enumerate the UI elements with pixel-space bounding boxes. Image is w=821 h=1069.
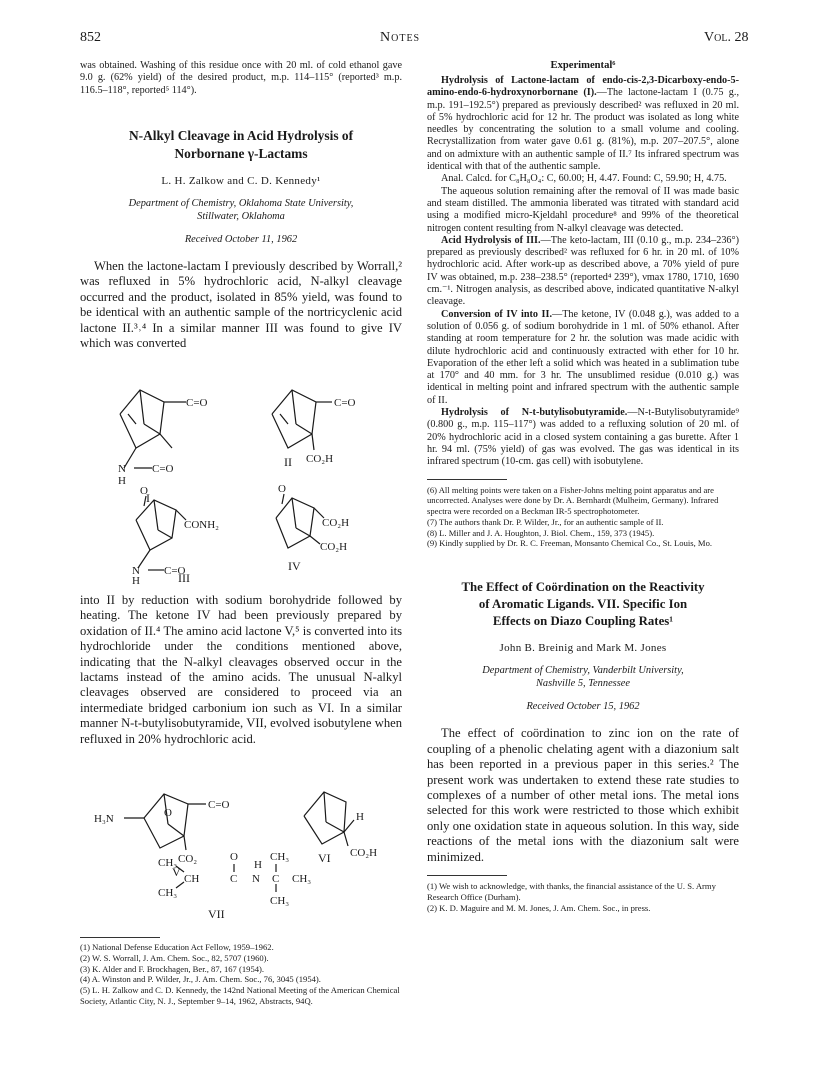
footnote: (1) National Defense Education Act Fellow, 1959–1962. bbox=[80, 942, 274, 952]
experimental-paragraph: Hydrolysis of N-t-butylisobutyramide.—N-t-Butylisobutyramide⁹ (0.800 g., m.p. 115–117°) was added to a refluxing solution of 20 ml. of 20% hydrochloric acid in a closed system containing a gas burette. After 1 hr. 94 ml. (75% yield) of gas was evolved. The gas was identical in its infrared spectrum (10-cm. gas cell) with isobutylene. bbox=[427, 407, 739, 468]
footnote: (4) A. Winston and P. Wilder, Jr., J. Am. Chem. Soc., 76, 3045 (1954). bbox=[80, 974, 321, 985]
footnote: (8) L. Miller and J. A. Houghton, J. Biol. Chem., 159, 373 (1945). bbox=[427, 527, 655, 538]
left-column-continued bbox=[80, 593, 402, 747]
footnote: (2) W. S. Worrall, J. Am. Chem. Soc., 82, 5707 (1960). bbox=[80, 952, 269, 963]
methyl-label: CH₃ bbox=[292, 873, 312, 885]
continuation-text: was obtained. Washing of this residue once with 20 ml. of cold ethanol gave 9.0 g. (62% yield) of the desired product, m.p. 114–115° (reported³ m.p. 116.5–118°, reported⁵ 114°). bbox=[80, 60, 402, 96]
oxygen-label: O bbox=[140, 485, 148, 497]
analysis-line: Anal. Calcd. for C₈H₈O₄: C, 60.00; H, 4.47. Found: C, 59.90; H, 4.75. bbox=[441, 173, 727, 185]
article-title: N-Alkyl Cleavage in Acid Hydrolysis of Norbornane γ-Lactams bbox=[128, 127, 354, 161]
footnote-rule bbox=[427, 875, 507, 876]
article-paragraph: When the lactone-lactam I previously described by Worrall,² was refluxed in 5% hydrochloric acid, N-alkyl cleavage occurred and the product, isolated in 85% yield, was found to be identical with an authentic sample of the nortricyclenic acid lactone II.³˒⁴ In a similar manner III was found to give IV which was converted bbox=[80, 258, 402, 350]
label-V: V bbox=[172, 865, 181, 879]
carbonyl-label: C=O bbox=[186, 397, 208, 409]
label-VII: VII bbox=[208, 907, 225, 921]
methyl-label: CH₃ bbox=[270, 895, 290, 907]
left-footnotes bbox=[80, 942, 402, 1007]
carbonyl-label: C=O bbox=[334, 397, 356, 409]
article-affiliation: Department of Chemistry, Oklahoma State University, Stillwater, Oklahoma bbox=[128, 197, 354, 222]
article-authors: John B. Breinig and Mark M. Jones bbox=[499, 642, 667, 655]
carbon-label: C bbox=[230, 873, 238, 885]
article-affiliation: Department of Chemistry, Vanderbilt University, Nashville 5, Tennessee bbox=[482, 665, 684, 690]
carbon-label: C bbox=[272, 873, 280, 885]
co2h-label: CO₂H bbox=[306, 453, 334, 465]
structures-i-iv bbox=[80, 368, 402, 584]
structures-v-vii bbox=[80, 772, 402, 924]
article-title: The Effect of Coördination on the Reactivity of Aromatic Ligands. VII. Specific Ion Effects on Diazo Coupling Rates¹ bbox=[461, 580, 705, 629]
left-column bbox=[80, 60, 402, 351]
carbonyl-label: C=O bbox=[152, 463, 174, 475]
article-paragraph: The effect of coördination to zinc ion on the rate of coupling of a phenolic chelating agent with a diazonium salt has been reported in a previous paper in this series.² The present work was undertaken to extend these rate studies to complexes of a number of other metal ions. The metal ions selected for this work were restricted to those which exhibit only one oxidation state in aqueous solution. In this way, side reactions of the metal ions with the diazonium salt were minimized. bbox=[427, 726, 739, 864]
experimental-paragraph: Conversion of IV into II.—The ketone, IV (0.048 g.), was added to a solution of 0.056 g. of sodium borohydride in 1 ml. of 50% ethanol. After standing at room temperature for 2 hr. the solution was made acidic with dilute hydrochloric acid and continuously extracted with ether for 10 hr. Evaporation of the ether left a solid which was heated in a sublimation tube at 170° and 40 mm. for 3 hr. The unsublimed residue (0.010 g.) was identical in melting point and infrared spectrum with the authentic sample of II. bbox=[427, 308, 739, 406]
h3n-label: H₃N bbox=[94, 813, 114, 825]
ch-label: CH bbox=[184, 873, 200, 885]
footnote-rule bbox=[80, 937, 160, 938]
footnote: (3) K. Alder and F. Brockhagen, Ber., 87, 167 (1954). bbox=[80, 963, 265, 974]
hydrogen-label: H bbox=[132, 575, 140, 584]
hydrogen-label: H bbox=[356, 811, 364, 823]
carbonyl-label: C=O bbox=[164, 565, 186, 577]
oxygen-label: O bbox=[164, 807, 172, 819]
methyl-label: CH₃ bbox=[270, 851, 290, 863]
experimental-paragraph: Acid Hydrolysis of III.—The keto-lactam, III (0.10 g., m.p. 234–236°) prepared as previously described² was refluxed for 6 hr. in 20 ml. of 10% hydrochloric acid. After work-up as described above, a 70% yield of pure IV was obtained, m.p. 238–238.5° (reported⁴ 239°), νmax 1780, 1710, 1690 cm.⁻¹. Nitrogen analysis, as described above, indicated quantitative N-alkyl cleavage. bbox=[427, 234, 739, 308]
conh2-label: CONH₂ bbox=[184, 519, 220, 531]
footnote: (7) The authors thank Dr. P. Wilder, Jr., for an authentic sample of II. bbox=[427, 516, 664, 527]
methyl-label: CH₃ bbox=[158, 857, 178, 869]
hydrogen-label: H bbox=[118, 475, 126, 487]
article-authors: L. H. Zalkow and C. D. Kennedy¹ bbox=[161, 174, 321, 187]
article-paragraph: into II by reduction with sodium borohydride followed by heating. The ketone IV had been previously prepared by oxidation of II.⁴ The amino acid lactone V,⁵ is converted into its hydrochloride under the conditions mentioned above, indicating that the N-alkyl cleavages observed occur in the lactams instead of the amino acids. The unusual N-alkyl cleavages observed are considered to proceed via an intermediate bridged carbonium ion such as VI. In a similar manner N-t-butylisobutyramide, VII, evolved isobutylene when refluxed in 20% hydrochloric acid. bbox=[80, 593, 402, 746]
experimental-heading: Experimental⁶ bbox=[550, 60, 616, 71]
methyl-label: CH₃ bbox=[158, 887, 178, 899]
footnote-rule bbox=[427, 479, 507, 480]
co2h-label: CO₂H bbox=[322, 517, 350, 529]
nitrogen-label: N bbox=[132, 565, 140, 577]
label-VI: VI bbox=[318, 851, 331, 865]
volume-label: Vol. 28 bbox=[704, 30, 749, 45]
carbonyl-label: C=O bbox=[208, 799, 230, 811]
label-III: III bbox=[178, 571, 190, 584]
page-number: 852 bbox=[80, 30, 101, 45]
co2h-label: CO₂H bbox=[350, 847, 378, 859]
carboxylate-label: CO₂ bbox=[178, 853, 198, 865]
label-I: I bbox=[146, 491, 150, 505]
label-IV: IV bbox=[288, 559, 301, 573]
running-header: Notes bbox=[380, 30, 421, 45]
experimental-paragraph: The aqueous solution remaining after the removal of II was made basic and steam distilled. The ammonia liberated was titrated with standard acid using a modified micro-Kjeldahl procedure⁸ and 99% of the theoretical nitrogen content resulting from N-alkyl cleavage was detected. bbox=[427, 185, 739, 234]
nitrogen-label: N bbox=[118, 463, 126, 475]
received-date: Received October 15, 1962 bbox=[526, 701, 640, 713]
hydrogen-label: H bbox=[254, 859, 262, 871]
oxygen-label: O bbox=[278, 483, 286, 495]
oxygen-label: O bbox=[230, 851, 238, 863]
right-column bbox=[427, 60, 739, 913]
footnote: (1) We wish to acknowledge, with thanks, the financial assistance of the U. S. Army Research Office (Durham). bbox=[427, 880, 716, 902]
co2h-label: CO₂H bbox=[320, 541, 348, 553]
footnote: (9) Kindly supplied by Dr. R. C. Freeman, Monsanto Chemical Co., St. Louis, Mo. bbox=[427, 538, 713, 549]
label-II: II bbox=[284, 455, 292, 469]
footnote: (5) L. H. Zalkow and C. D. Kennedy, the 142nd National Meeting of the American Chemical Society, Atlantic City, N. J., September 9–14, 1962, Abstracts, 94Q. bbox=[80, 985, 400, 1006]
nitrogen-label: N bbox=[252, 873, 260, 885]
footnote: (6) All melting points were taken on a Fisher-Johns melting point apparatus and are uncorrected. Analyses were done by Dr. A. Bernhardt (Mulheim, Germany). Infrared spectra were recorded on a Beckman IR-5 spectrophotometer. bbox=[427, 484, 719, 517]
footnote: (2) K. D. Maguire and M. M. Jones, J. Am. Chem. Soc., in press. bbox=[427, 902, 651, 913]
experimental-paragraph: Hydrolysis of Lactone-lactam of endo-cis-2,3-Dicarboxy-endo-5-amino-endo-6-hydroxynorbornane (I).—The lactone-lactam I (0.75 g., m.p. 191–192.5°) prepared as previously described² was refluxed in 20 ml. of 5% hydrochloric acid for 12 hr. The product was isolated as long white needles by concentrating the solution to a small volume and cooling. Recrystallization from water gave 0.61 g. (81%), m.p. 207–207.5°, alone and on admixture with an authentic sample of II.⁷ Its infrared spectrum was identical with that of the authentic sample. bbox=[427, 75, 739, 173]
received-date: Received October 11, 1962 bbox=[184, 233, 298, 245]
